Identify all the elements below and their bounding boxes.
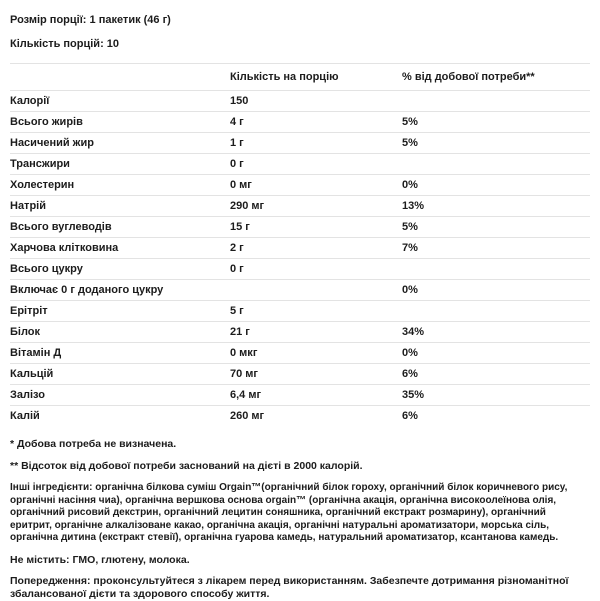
table-header-row [10, 64, 590, 91]
table-row [10, 133, 590, 154]
nutrient-amount: 4 г [230, 112, 402, 133]
nutrient-amount: 15 г [230, 217, 402, 238]
nutrient-label: Кальцій [10, 364, 230, 385]
nutrient-label: Всього жирів [10, 112, 230, 133]
nutrient-amount: 6,4 мг [230, 385, 402, 406]
nutrient-dv: 6% [402, 410, 418, 422]
nutrient-dv: 35% [402, 385, 590, 406]
nutrient-amount: 0 г [230, 154, 402, 175]
nutrient-dv: 0% [402, 175, 590, 196]
nutrient-label: Харчова клітковина [10, 238, 230, 259]
nutrient-amount: 21 г [230, 322, 402, 343]
nutrient-dv: 13% [402, 196, 590, 217]
nutrient-amount: 70 мг [230, 364, 402, 385]
table-row [10, 196, 590, 217]
nutrient-dv: 0% [402, 280, 590, 301]
nutrient-label: Білок [10, 322, 230, 343]
nutrient-dv: 6% [402, 364, 590, 385]
nutrient-dv: 5% [402, 112, 590, 133]
nutrient-dv [402, 154, 590, 175]
nutrient-label: Холестерин [10, 175, 230, 196]
table-row [10, 238, 590, 259]
nutrient-amount: 0 мг [230, 175, 402, 196]
nutrient-label: Всього вуглеводів [10, 217, 230, 238]
table-row [10, 406, 590, 427]
nutrient-label: Ерітріт [10, 301, 230, 322]
nutrient-dv: 5% [402, 133, 590, 154]
column-header-nutrient [10, 64, 230, 91]
nutrient-label: Вітамін Д [10, 343, 230, 364]
nutrient-amount: 260 мг [230, 410, 265, 422]
nutrient-label: Натрій [10, 196, 230, 217]
nutrition-table [10, 63, 590, 426]
nutrient-amount: 290 мг [230, 196, 402, 217]
table-row [10, 175, 590, 196]
nutrient-label: Включає 0 г доданого цукру [10, 280, 230, 301]
nutrient-label: Насичений жир [10, 133, 230, 154]
does-not-contain-text: Не містить: ГМО, глютену, молока. [10, 553, 190, 566]
nutrient-amount: 1 г [230, 133, 402, 154]
column-header-daily-value: % від добової потреби** [402, 64, 590, 91]
nutrient-label: Калорії [10, 91, 230, 112]
nutrient-label: Трансжири [10, 154, 230, 175]
nutrient-dv: 0% [402, 343, 590, 364]
nutrient-amount: 0 г [230, 259, 402, 280]
table-row [10, 322, 590, 343]
nutrient-dv: 5% [402, 217, 590, 238]
table-row [10, 112, 590, 133]
table-row [10, 343, 590, 364]
nutrient-dv [402, 91, 590, 112]
column-header-amount: Кількість на порцію [230, 64, 402, 91]
servings-count-text: Кількість порцій: 10 [10, 38, 120, 50]
nutrient-dv [402, 259, 590, 280]
footnote-dv-not-established: * Добова потреба не визначена. [10, 438, 177, 450]
table-row [10, 154, 590, 175]
nutrient-label: Калій [10, 410, 40, 422]
nutrient-amount: 150 [230, 91, 402, 112]
footnote-percent-dv-basis: ** Відсоток від добової потреби заснований на дієті в 2000 калорій. [10, 460, 363, 472]
nutrient-amount: 5 г [230, 301, 402, 322]
nutrient-dv: 34% [402, 322, 590, 343]
table-row [10, 259, 590, 280]
table-row [10, 91, 590, 112]
nutrient-amount: 0 мкг [230, 343, 402, 364]
nutrient-amount: 2 г [230, 238, 402, 259]
nutrient-dv: 7% [402, 238, 590, 259]
other-ingredients-text: Інші інгредієнти: органічна білкова суміш Orgain™(органічний білок гороху, органічний білок коричневого рису, органічні насіння чиа), органічна вершкова основа orgain™ (органічна акація, органічна високоолеїнова олія, органічний рисовий декстрин, органічний лецитин соняшника, органічний екстракт розмарину), органічний еритрит, органічне алкалізоване какао, органічна акація, органічні натуральні ароматизатори, морська сіль, органічна дитина (екстракт стевії), органічна гуарова камедь, натуральний ароматизатор, ксантанова камедь. [10, 482, 568, 543]
table-row [10, 364, 590, 385]
serving-size-text: Розмір порції: 1 пакетик (46 г) [10, 14, 171, 26]
warning-text: Попередження: проконсультуйтеся з лікарем перед використанням. Забезпечте дотримання різноманітної збалансованої дієти та здорового способу життя. [10, 574, 569, 600]
table-row [10, 301, 590, 322]
nutrient-label: Всього цукру [10, 259, 230, 280]
nutrient-dv [402, 301, 590, 322]
table-row [10, 217, 590, 238]
table-row [10, 280, 590, 301]
nutrient-amount [230, 280, 402, 301]
table-row [10, 385, 590, 406]
nutrient-label: Залізо [10, 385, 230, 406]
